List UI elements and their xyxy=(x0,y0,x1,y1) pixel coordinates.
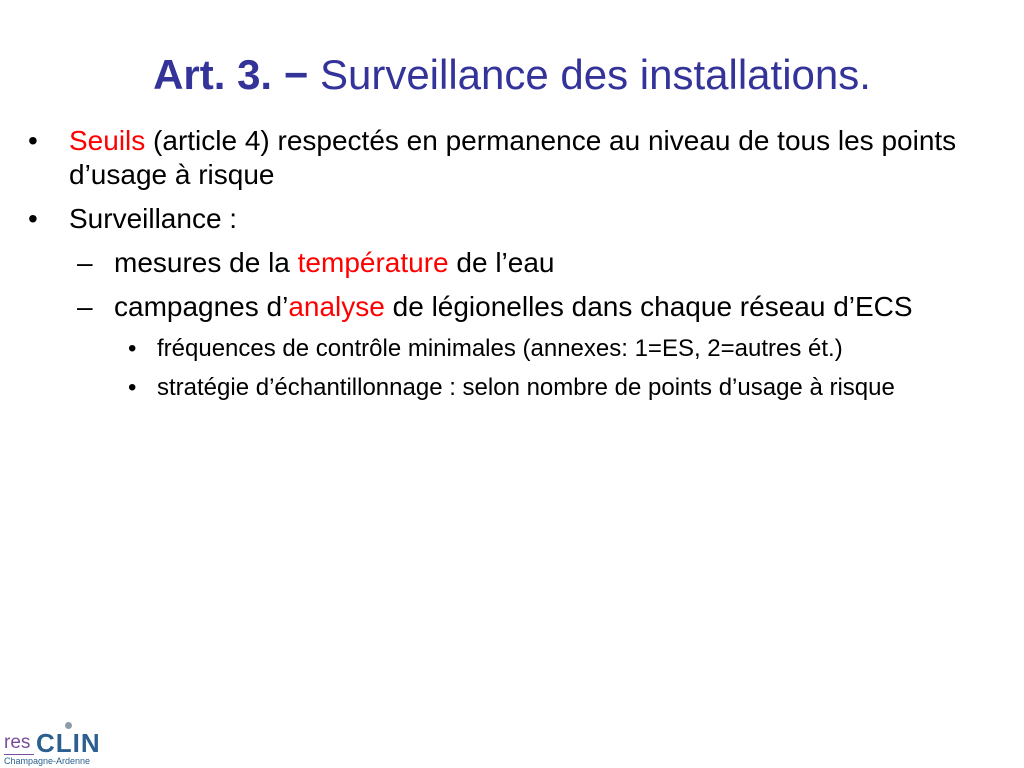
bullet-list xyxy=(0,124,1000,412)
bullet-item-level-2 xyxy=(0,246,1000,280)
logo-res-text: res xyxy=(4,732,31,753)
resclin-logo xyxy=(2,722,102,768)
text-segment: campagnes d’ xyxy=(114,291,289,322)
bullet-item-level-3 xyxy=(0,373,1000,403)
bullet-item-level-3 xyxy=(0,334,1000,364)
logo-clin-text: CLIN xyxy=(36,728,101,758)
text-segment: stratégie d’échantillonnage : selon nombre de points d’usage à risque xyxy=(157,374,895,401)
text-segment: (article 4) respectés en permanence au niveau de tous les points d’usage à risque xyxy=(69,125,957,190)
bullet-text xyxy=(69,124,1000,192)
highlighted-term: Seuils xyxy=(69,125,146,156)
bullet-icon: • xyxy=(128,335,137,362)
bullet-text xyxy=(157,334,930,364)
bullet-item-level-2 xyxy=(0,290,1000,324)
bullet-icon: • xyxy=(28,125,38,156)
logo-subtitle: Champagne-Ardenne xyxy=(4,756,91,766)
slide-title xyxy=(0,50,1024,100)
dash-bullet-icon: – xyxy=(77,291,93,322)
text-segment: fréquences de contrôle minimales (annexes: 1=ES, 2=autres ét.) xyxy=(157,335,843,362)
slide-title-text: Surveillance des installations. xyxy=(308,51,871,98)
bullet-item-level-1 xyxy=(0,202,1000,236)
bullet-icon: • xyxy=(28,203,38,234)
text-segment: de légionelles dans chaque réseau d’ECS xyxy=(384,291,913,322)
bullet-text xyxy=(157,373,930,403)
text-segment: Surveillance : xyxy=(69,203,238,234)
highlighted-term: analyse xyxy=(288,291,385,322)
text-segment: mesures de la xyxy=(114,247,298,278)
bullet-text xyxy=(69,202,1000,236)
bullet-text xyxy=(114,246,1000,280)
bullet-text xyxy=(114,290,1000,324)
text-segment: de l’eau xyxy=(448,247,555,278)
bullet-item-level-1 xyxy=(0,124,1000,192)
slide-title-article: Art. 3. − xyxy=(153,51,309,98)
bullet-icon: • xyxy=(128,374,137,401)
dash-bullet-icon: – xyxy=(77,247,93,278)
highlighted-term: température xyxy=(297,247,449,278)
